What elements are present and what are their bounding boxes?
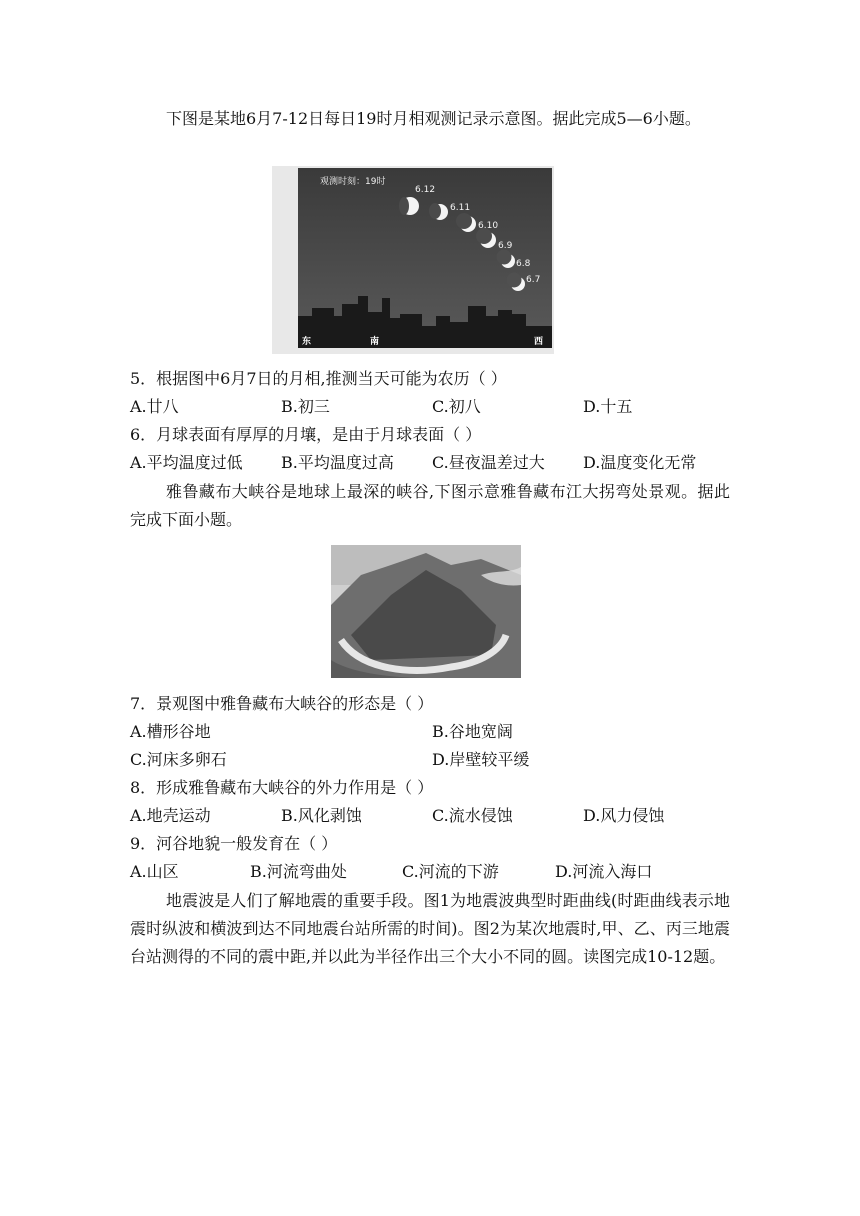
date-label-6-11: 6.11 [450, 203, 471, 213]
q7-option-d: D.岸壁较平缓 [432, 750, 530, 769]
date-label-6-9: 6.9 [498, 241, 513, 251]
q6-option-b: B.平均温度过高 [281, 453, 394, 472]
direction-west-label: 西 [534, 337, 544, 347]
date-label-6-8: 6.8 [516, 259, 531, 269]
q5-option-a: A.廿八 [130, 397, 179, 416]
canyon-illustration [331, 545, 521, 678]
q6-option-d: D.温度变化无常 [583, 453, 697, 472]
intro-paragraph-canyon: 雅鲁藏布大峡谷是地球上最深的峡谷,下图示意雅鲁藏布江大拐弯处景观。据此完成下面小题。 [130, 482, 730, 529]
direction-south-label: 南 [370, 337, 380, 347]
q7-option-a: A.槽形谷地 [130, 722, 211, 741]
question-6-stem: 6．月球表面有厚厚的月壤，是由于月球表面（ ） [130, 425, 482, 444]
q8-option-d: D.风力侵蚀 [583, 806, 665, 825]
q7-option-b: B.谷地宽阔 [432, 722, 513, 741]
q7-option-c: C.河床多卵石 [130, 750, 227, 769]
direction-east-label: 东 [302, 337, 312, 347]
question-8-stem: 8．形成雅鲁藏布大峡谷的外力作用是（ ） [130, 778, 434, 797]
q6-option-c: C.昼夜温差过大 [432, 453, 545, 472]
q8-option-a: A.地壳运动 [130, 806, 211, 825]
q5-option-d: D.十五 [583, 397, 633, 416]
q9-option-c: C.河流的下游 [402, 862, 499, 881]
q5-option-c: C.初八 [432, 397, 481, 416]
intro-paragraph-seismic: 地震波是人们了解地震的重要手段。图1为地震波典型时距曲线(时距曲线表示地震时纵波和横波到达不同地震台站所需的时间)。图2为某次地震时,甲、乙、丙三地震台站测得的不同的震中距,并以此为半径作出三个大小不同的圆。读图完成10-12题。 [130, 891, 730, 966]
question-9-stem: 9．河谷地貌一般发育在（ ） [130, 834, 338, 853]
date-label-6-10: 6.10 [478, 221, 499, 231]
observation-time-label: 观测时刻：19时 [320, 177, 386, 187]
q8-option-b: B.风化剥蚀 [281, 806, 362, 825]
question-5-stem: 5．根据图中6月7日的月相,推测当天可能为农历（ ） [130, 369, 507, 388]
moon-phase-illustration [272, 166, 554, 354]
q9-option-b: B.河流弯曲处 [250, 862, 347, 881]
intro-paragraph-moon: 下图是某地6月7-12日每日19时月相观测记录示意图。据此完成5—6小题。 [166, 109, 701, 128]
q6-option-a: A.平均温度过低 [130, 453, 243, 472]
q9-option-d: D.河流入海口 [555, 862, 653, 881]
q5-option-b: B.初三 [281, 397, 330, 416]
question-7-stem: 7．景观图中雅鲁藏布大峡谷的形态是（ ） [130, 694, 434, 713]
moon-6-12-icon [399, 197, 419, 215]
date-label-6-12: 6.12 [415, 185, 436, 195]
canyon-photo [331, 545, 521, 678]
moon-phase-figure [272, 166, 554, 354]
q8-option-c: C.流水侵蚀 [432, 806, 513, 825]
date-label-6-7: 6.7 [526, 275, 541, 285]
q9-option-a: A.山区 [130, 862, 179, 881]
